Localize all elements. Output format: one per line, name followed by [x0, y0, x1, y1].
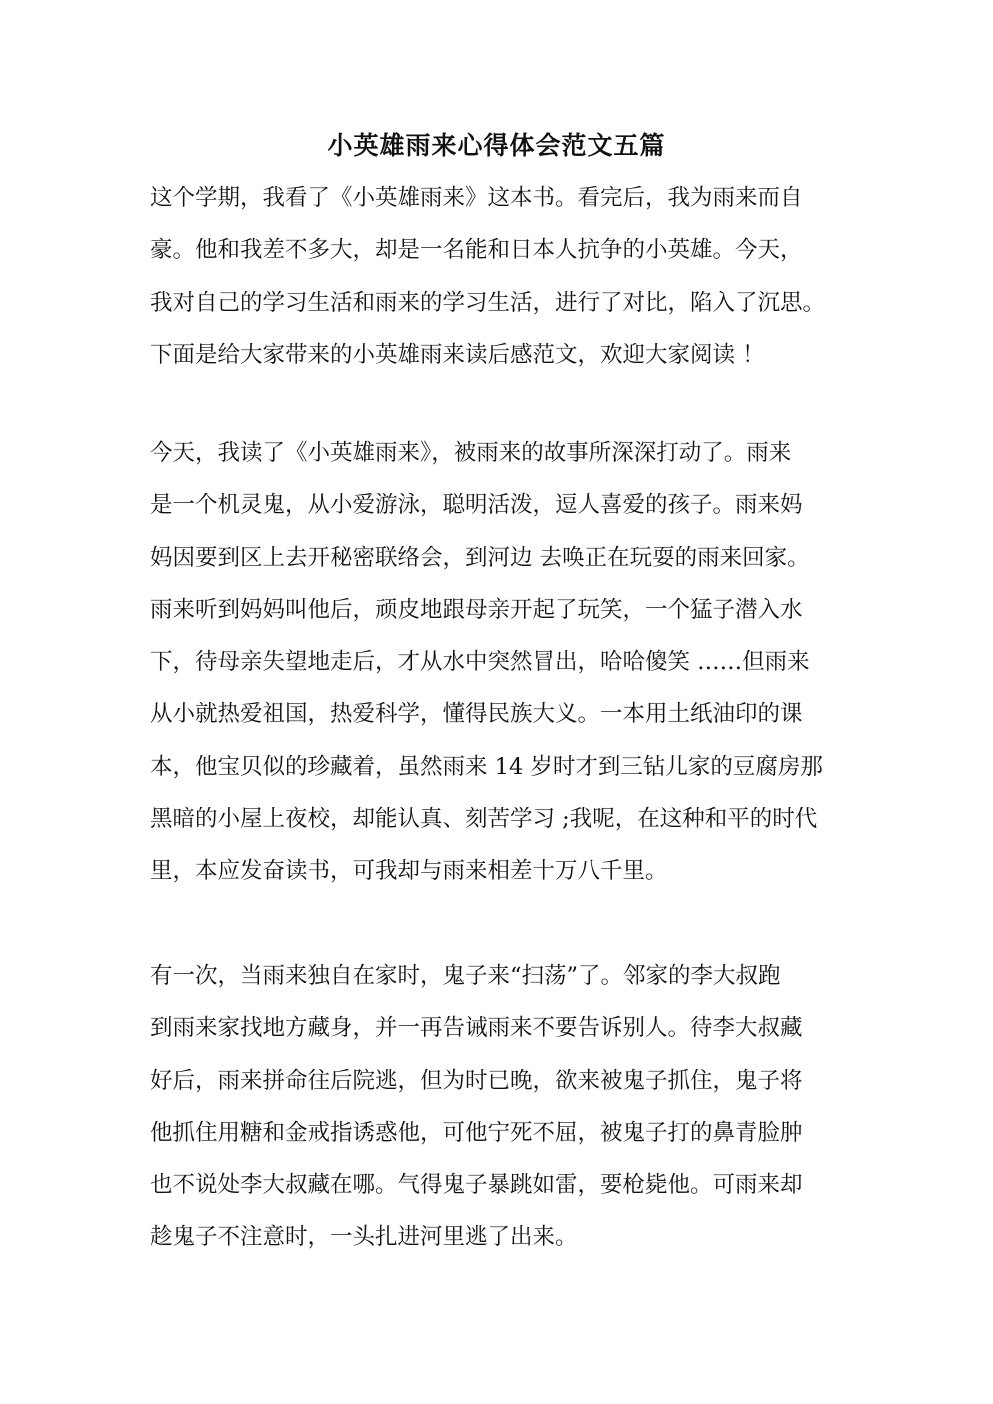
text-line: 里，本应发奋读书，可我却与雨来相差十万八千里。 — [150, 858, 668, 885]
text-line: 好后，雨来拼命往后院逃，但为时已晚，欲来被鬼子抓住，鬼子将 — [150, 1067, 803, 1094]
text-line: 黑暗的小屋上夜校，却能认真、刻苦学习 ;我呢，在这种和平的时代 — [150, 806, 818, 833]
paragraph-3 — [150, 950, 850, 1264]
text-line: 下，待母亲失望地走后，才从水中突然冒出，哈哈傻笑 ……但雨来 — [150, 649, 810, 676]
text-line: 本，他宝贝似的珍藏着，虽然雨来 14 岁时才到三钻儿家的豆腐房那 — [150, 753, 823, 780]
text-line: 我对自己的学习生活和雨来的学习生活，进行了对比，陷入了沉思。 — [150, 289, 826, 316]
text-line: 到雨来家找地方藏身，并一再告诫雨来不要告诉别人。待李大叔藏 — [150, 1015, 803, 1042]
text-line: 趁鬼子不注意时，一头扎进河里逃了出来。 — [150, 1224, 578, 1251]
text-line: 从小就热爱祖国，热爱科学，懂得民族大义。一本用土纸油印的课 — [150, 701, 803, 728]
text-line: 豪。他和我差不多大，却是一名能和日本人抗争的小英雄。今天， — [150, 237, 803, 264]
text-line: 有一次，当雨来独自在家时，鬼子来“扫荡”了。邻家的李大叔跑 — [150, 963, 781, 989]
paragraph-1 — [150, 172, 850, 381]
text-line: 他抓住用糖和金戒指诱惑他，可他宁死不屈，被鬼子打的鼻青脸肿 — [150, 1119, 803, 1146]
text-line: 妈因要到区上去开秘密联络会，到河边 去唤正在玩耍的雨来回家。 — [150, 544, 810, 571]
paragraph-2 — [150, 427, 850, 898]
text-line: 是一个机灵鬼，从小爱游泳，聪明活泼，逗人喜爱的孩子。雨来妈 — [150, 492, 803, 519]
text-line: 雨来听到妈妈叫他后，顽皮地跟母亲开起了玩笑，一个猛子潜入水 — [150, 596, 803, 623]
text-line: 也不说处李大叔藏在哪。气得鬼子暴跳如雷，要枪毙他。可雨来却 — [150, 1172, 803, 1199]
text-line: 这个学期，我看了《小英雄雨来》这本书。看完后，我为雨来而自 — [150, 185, 803, 211]
text-line: 下面是给大家带来的小英雄雨来读后感范文，欢迎大家阅读 ！ — [150, 341, 765, 368]
document-title: 小英雄雨来心得体会范文五篇 — [327, 131, 666, 160]
text-line: 今天，我读了《小英雄雨来》，被雨来的故事所深深打动了。雨来 — [150, 440, 792, 466]
